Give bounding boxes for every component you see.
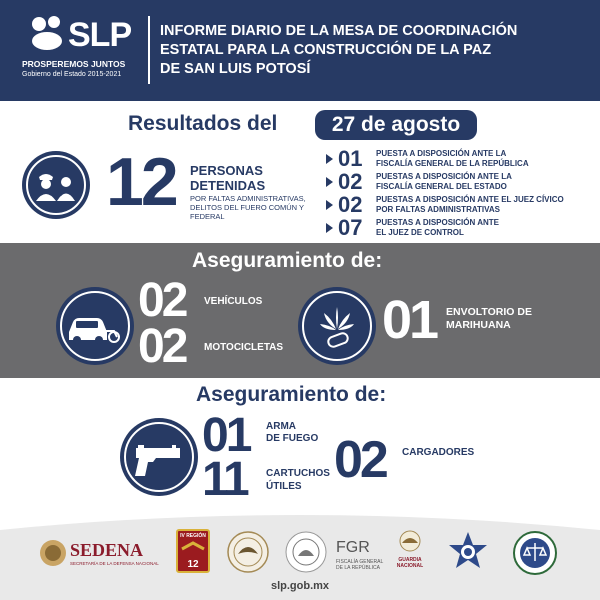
slp-logo[interactable] xyxy=(10,12,140,92)
vehicle-icon xyxy=(56,287,134,365)
item-text: PUESTAS A DISPOSICIÓN ANTE LA FISCALÍA GENERAL DEL ESTADO xyxy=(376,172,512,191)
fgr-logo-text: FGR xyxy=(336,539,370,556)
sedena-seal-icon xyxy=(38,538,68,568)
title-line-2: ESTATAL PARA LA CONSTRUCCIÓN DE LA PAZ xyxy=(160,42,492,58)
header-banner xyxy=(0,0,600,101)
logo-tagline: PROSPEREMOS JUNTOS xyxy=(22,59,126,69)
seizure-section-1 xyxy=(0,243,600,378)
disposition-list xyxy=(326,148,591,240)
title-line-3: DE SAN LUIS POTOSÍ xyxy=(160,61,311,77)
item-text: PUESTAS A DISPOSICIÓN ANTE EL JUEZ DE CONTROL xyxy=(376,218,499,237)
weapon-count: 01 xyxy=(202,409,250,462)
weapon-label-2: DE FUEGO xyxy=(266,433,319,444)
eagle-seal-icon xyxy=(226,530,270,574)
cartridges-label-1: CARTUCHOS xyxy=(266,468,330,479)
list-item xyxy=(326,217,591,240)
logo-subtagline: Gobierno del Estado 2015-2021 xyxy=(22,71,122,78)
seizure-title-1: Aseguramiento de: xyxy=(192,249,383,272)
list-item xyxy=(326,194,591,217)
vehicles-label: VEHÍCULOS xyxy=(204,296,263,307)
justice-seal-icon xyxy=(512,530,558,576)
detained-desc-3: FEDERAL xyxy=(190,212,225,221)
footer-url[interactable]: slp.gob.mx xyxy=(270,580,330,592)
mexico-seal-icon xyxy=(284,530,328,574)
detained-desc-1: POR FALTAS ADMINISTRATIVAS, xyxy=(190,194,306,203)
fgr-subtext: FISCALÍA GENERAL DE LA REPÚBLICA xyxy=(336,559,384,571)
arrow-right-icon xyxy=(326,177,333,187)
detained-count: 12 xyxy=(106,144,176,220)
results-label: Resultados del xyxy=(128,112,278,135)
chevrons-icon xyxy=(178,539,208,555)
weapon-label-1: ARMA xyxy=(266,421,296,432)
cartridges-count: 11 xyxy=(202,453,247,506)
slp-logo-icon xyxy=(30,14,66,54)
region-badge-top: IV REGIÓN xyxy=(180,533,206,539)
sedena-subtext: SECRETARÍA DE LA DEFENSA NACIONAL xyxy=(70,561,159,566)
item-text: PUESTAS A DISPOSICIÓN ANTE EL JUEZ CÍVICO POR FALTAS ADMINISTRATIVAS xyxy=(376,195,564,214)
logo-text: SLP xyxy=(68,16,132,54)
marijuana-count: 01 xyxy=(382,290,437,350)
marijuana-icon xyxy=(298,287,376,365)
guardia-eagle-icon xyxy=(390,530,430,552)
detained-title-2: DETENIDAS xyxy=(190,178,266,193)
region-badge xyxy=(176,529,210,573)
magazines-label: CARGADORES xyxy=(402,447,475,458)
header-divider xyxy=(148,16,150,84)
guardia-text: GUARDIA NACIONAL xyxy=(396,557,424,569)
sedena-logo-text: SEDENA xyxy=(70,540,144,560)
guardia-nacional-logo xyxy=(390,530,430,574)
results-heading xyxy=(0,112,600,142)
magazines-count: 02 xyxy=(334,431,386,489)
pistol-icon xyxy=(120,418,198,496)
arrest-icon xyxy=(22,151,90,219)
detained-desc-2: DELITOS DEL FUERO COMÚN Y xyxy=(190,203,305,212)
seizure-title-2: Aseguramiento de: xyxy=(196,383,387,406)
arrow-right-icon xyxy=(326,154,333,164)
cartridges-label-2: ÚTILES xyxy=(266,481,302,492)
arrow-right-icon xyxy=(326,223,333,233)
marijuana-label-1: ENVOLTORIO DE xyxy=(446,306,532,318)
vehicles-count: 02 xyxy=(138,274,186,327)
marijuana-label-2: MARIHUANA xyxy=(446,319,511,331)
list-item xyxy=(326,171,591,194)
arrow-right-icon xyxy=(326,200,333,210)
detained-title-1: PERSONAS xyxy=(190,163,263,178)
item-count: 02 xyxy=(338,192,363,217)
item-count: 07 xyxy=(338,215,363,240)
item-count: 02 xyxy=(338,169,363,194)
item-text: PUESTA A DISPOSICIÓN ANTE LA FISCALÍA GENERAL DE LA REPÚBLICA xyxy=(376,149,529,168)
region-badge-num: 12 xyxy=(187,559,199,570)
page-title xyxy=(160,22,590,79)
date-badge: 27 de agosto xyxy=(315,110,477,140)
motorcycles-count: 02 xyxy=(138,320,186,373)
partner-logos xyxy=(0,530,600,580)
title-line-1: INFORME DIARIO DE LA MESA DE COORDINACIÓN xyxy=(160,23,518,39)
motorcycles-label: MOTOCICLETAS xyxy=(204,342,284,353)
list-item xyxy=(326,148,591,171)
police-star-icon xyxy=(446,530,490,574)
item-count: 01 xyxy=(338,146,363,171)
